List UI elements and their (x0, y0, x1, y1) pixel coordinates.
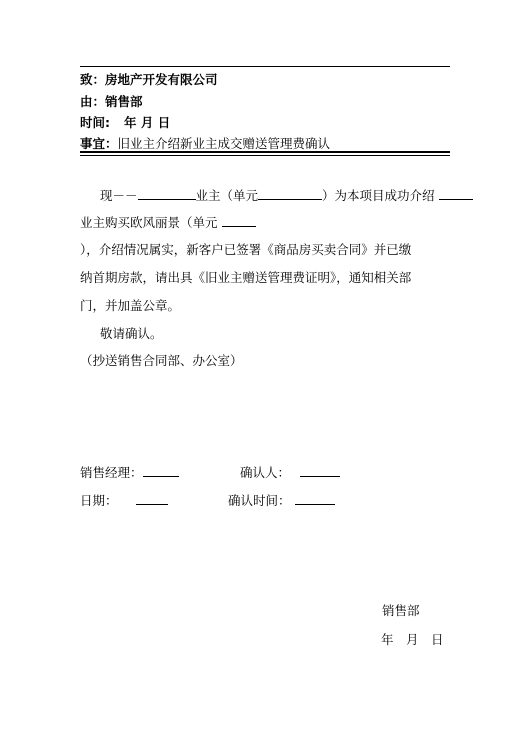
confirm-time-label: 确认时间： (228, 493, 291, 508)
subject-label: 事宜： (80, 136, 118, 151)
from-label: 由： (80, 94, 106, 109)
from-value: 销售部 (105, 94, 143, 109)
blank-owner-name[interactable] (138, 187, 196, 200)
header-time (80, 113, 170, 131)
time-value: 年 月 日 (124, 115, 171, 130)
blank-unit-1[interactable] (258, 187, 322, 200)
body-line1-b: 业主（单元 (195, 188, 259, 203)
to-label: 致： (80, 72, 106, 87)
top-rule (80, 66, 450, 67)
manager-sign (80, 463, 179, 481)
header-to (80, 70, 218, 88)
body-line-3: ），介绍情况属实，新客户已签署《商品房买卖合同》并已缴 (80, 242, 412, 257)
blank-unit-2[interactable] (222, 214, 256, 227)
blank-manager[interactable] (143, 464, 179, 477)
blank-date[interactable] (136, 492, 168, 505)
date-sign (80, 491, 168, 509)
confirm-text: 敬请确认。 (100, 326, 163, 341)
dept-signature: 销售部 (382, 603, 420, 618)
signoff-date: 年 月 日 (381, 632, 444, 647)
header-rule-thin (80, 155, 450, 156)
header-subject (80, 134, 330, 152)
blank-new-owner[interactable] (439, 187, 473, 200)
blank-confirm-time[interactable] (295, 492, 335, 505)
time-label: 时间: (80, 115, 110, 130)
blank-confirmer[interactable] (300, 464, 340, 477)
manager-label: 销售经理： (80, 465, 143, 480)
body-line-1 (100, 186, 473, 204)
body-line1-a: 现－－ (100, 188, 138, 203)
date-label: 日期： (80, 493, 118, 508)
to-value: 房地产开发有限公司 (105, 72, 218, 87)
header-from (80, 92, 143, 110)
subject-value: 旧业主介绍新业主成交赠送管理费确认 (117, 136, 331, 151)
body-line-2 (80, 213, 256, 231)
header-rule-thick (80, 151, 450, 153)
confirmer-sign (240, 463, 340, 481)
body-line2-a: 业主购买欧风丽景（单元 (80, 215, 218, 230)
cc-text: （抄送销售合同部、办公室） (80, 353, 243, 368)
body-line-5: 门，并加盖公章。 (80, 298, 181, 313)
confirm-time-sign (228, 491, 335, 509)
body-line-4: 纳首期房款，请出具《旧业主赠送管理费证明》，通知相关部 (80, 270, 412, 285)
body-line1-c: ）为本项目成功介绍 (322, 188, 435, 203)
confirmer-label: 确认人： (240, 465, 291, 480)
